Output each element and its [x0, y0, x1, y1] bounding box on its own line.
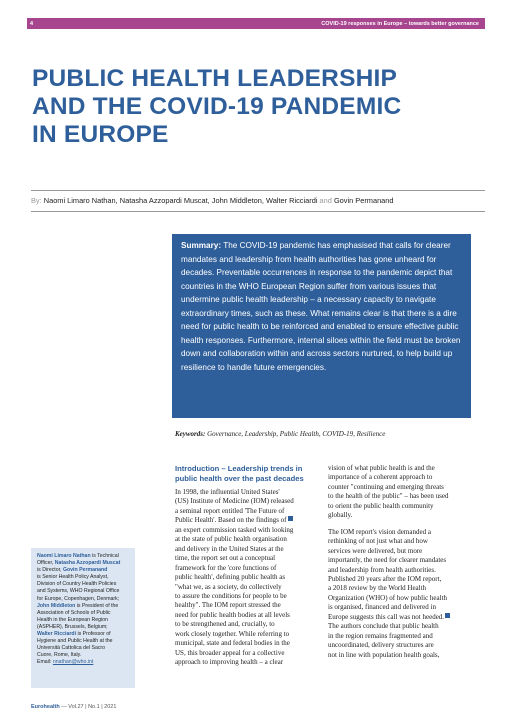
- affiliation-text: for Europe, Copenhagen, Denmark;: [37, 595, 120, 602]
- affiliation-line: [37, 624, 129, 631]
- author-name: Walter Ricciardi: [37, 631, 77, 638]
- text-line: to assure the conditions for people to be: [175, 591, 287, 600]
- text-line: not in line with population health goals,: [328, 650, 440, 659]
- affiliation-text: is President of the: [75, 602, 119, 609]
- keywords-line: [175, 430, 385, 438]
- text-line: vision of what public health is and the: [328, 464, 435, 472]
- text-line: at the state of public health organisation: [175, 535, 287, 544]
- byline-and: and: [319, 196, 332, 205]
- title-line: AND THE COVID-19 PANDEMIC: [32, 93, 402, 120]
- affiliation-text: Division of Country Health Policies: [37, 581, 117, 588]
- affiliation-text: Association of Schools of Public: [37, 609, 111, 616]
- email-link[interactable]: nnathan@who.int: [52, 659, 94, 666]
- text-line: an expert commission tasked with looking: [175, 525, 294, 534]
- text-line: counter "continuing and emerging threats: [328, 482, 444, 491]
- affiliation-text: is Director,: [37, 567, 63, 574]
- text-line: Published 20 years after the IOM report,: [328, 574, 442, 583]
- byline-last-author: Govin Permanand: [333, 196, 394, 205]
- author-name: Natasha Azzopardi Muscat: [54, 560, 121, 567]
- text-line: to be strengthened and, crucially, to: [175, 620, 275, 629]
- text-line: a seminal report entitled 'The Future of: [175, 506, 285, 515]
- running-title: COVID-19 responses in Europe – towards better governance: [321, 20, 479, 27]
- text-line: to the health of the public" – has been used: [328, 492, 449, 501]
- keywords-text: Governance, Leadership, Public Health, COVID-19, Resilience: [207, 430, 386, 438]
- affiliations-text: [37, 553, 129, 659]
- affiliation-line: [37, 574, 129, 581]
- text-line: municipal, state and federal bodies in the: [175, 639, 290, 648]
- keywords-label: Keywords:: [175, 430, 206, 438]
- body-paragraph: [175, 488, 325, 668]
- author-affiliations-box: [31, 548, 135, 688]
- body-column-1: [175, 464, 325, 675]
- text-line: public health', defining public health as: [175, 573, 286, 582]
- byline-by: By:: [31, 196, 42, 205]
- text-line: approach to improving health – a clear: [175, 658, 284, 667]
- affiliation-text: is Technical: [90, 553, 119, 559]
- text-line: and delivery in the United States at the: [175, 544, 284, 553]
- reference-note-icon[interactable]: [288, 516, 293, 521]
- text-line: importance of a coherent approach to: [328, 473, 433, 482]
- text-line: framework for the 'core functions of: [175, 563, 277, 572]
- text-line: globally.: [328, 511, 353, 520]
- affiliation-text: Officer,: [37, 560, 55, 567]
- text-line: US, this broader appeal for a collective: [175, 648, 285, 657]
- text-line: is organised, financed and delivered in: [328, 603, 436, 612]
- email-line: [37, 659, 129, 666]
- page-number: 4: [30, 20, 34, 27]
- footer-issue: — Vol.27 | No.1 | 2021: [61, 704, 117, 710]
- text-line: need for public health bodies at all levels: [175, 610, 290, 619]
- text-line: Organization (WHO) of how public health: [328, 593, 448, 602]
- affiliation-text: Università Cattolica del Sacro: [37, 645, 106, 652]
- text-line: time, the report set out a conceptual: [175, 554, 276, 563]
- affiliation-line: [37, 553, 129, 560]
- body-paragraph: [328, 528, 478, 660]
- text-line: The IOM report's vision demanded a: [328, 527, 431, 536]
- affiliation-text: Health in the European Region: [37, 616, 108, 623]
- author-byline: [31, 190, 485, 212]
- affiliation-line: [37, 652, 129, 659]
- affiliation-line: [37, 638, 129, 645]
- text-line: a 2018 review by the World Health: [328, 584, 427, 593]
- text-line: importantly, the need for clearer mandates: [328, 556, 447, 565]
- affiliation-line: [37, 617, 129, 624]
- affiliation-line: [37, 560, 129, 567]
- text-line: uncoordinated, delivery structures are: [328, 641, 434, 650]
- affiliation-text: is Senior Health Policy Analyst,: [37, 574, 109, 581]
- text-line: work closely together. While referring to: [175, 629, 290, 638]
- title-line: PUBLIC HEALTH LEADERSHIP: [32, 65, 398, 92]
- footer-journal: Eurohealth: [31, 704, 60, 710]
- running-header-bar: [27, 18, 485, 29]
- text-line: Europe suggests this call was not heeded.: [328, 613, 478, 622]
- affiliation-line: [37, 581, 129, 588]
- affiliation-line: [37, 603, 129, 610]
- text-line: in the region remains fragmented and: [328, 631, 433, 640]
- author-name: Naomi Limaro Nathan: [37, 553, 91, 559]
- affiliation-text: (ASPHER), Brussels, Belgium;: [37, 623, 108, 630]
- affiliation-text: is Professor of: [76, 631, 111, 638]
- text-line: and leadership from health authorities.: [328, 565, 436, 574]
- text-line: In 1998, the influential United States': [175, 488, 280, 496]
- affiliation-line: [37, 588, 129, 595]
- article-title: [32, 65, 472, 149]
- affiliation-text: and Systems, WHO Regional Office: [37, 588, 120, 595]
- reference-note-icon[interactable]: [445, 613, 450, 618]
- summary-text: The COVID-19 pandemic has emphasised that calls for clearer mandates and leadership from health authorities has gone unheard for decades. Preventable occurrences in response to the pandemic depict that countries in the WHO European Region suffer from various issues that undermine public health leadership – a necessary capacity to navigate extraordinary times, such as these. What remains clear is that there is a dire need for public health to be reinforced and enabled to ensure effective public health responses. Furthermore, internal siloes within the field must be broken down and collaboration within and across sectors nurtured, to help build up resilience to handle future emergencies.: [181, 241, 461, 372]
- affiliation-text: Hygiene and Public Health at the: [37, 638, 113, 645]
- affiliation-line: [37, 610, 129, 617]
- affiliation-line: [37, 596, 129, 603]
- text-line: (US) Institute of Medicine (IOM) released: [175, 497, 294, 506]
- text-line: "what we, as a society, do collectively: [175, 582, 282, 591]
- text-line: healthy". The IOM report stressed the: [175, 601, 281, 610]
- author-name: Govin Permanand: [62, 567, 108, 574]
- text-line: services were delivered, but more: [328, 546, 423, 555]
- affiliation-line: [37, 631, 129, 638]
- affiliation-text: Cuore, Rome, Italy.: [37, 652, 82, 659]
- email-label: Email:: [37, 659, 52, 666]
- body-paragraph: [328, 464, 478, 521]
- affiliation-line: [37, 567, 129, 574]
- text-line: Public Health'. Based on the findings of: [175, 516, 325, 525]
- affiliation-line: [37, 645, 129, 652]
- page-footer: [31, 704, 116, 710]
- title-line: IN EUROPE: [32, 121, 169, 148]
- summary-box: [172, 234, 471, 418]
- byline-authors: Naomi Limaro Nathan, Natasha Azzopardi Muscat, John Middleton, Walter Ricciardi: [43, 196, 318, 205]
- text-line: The authors conclude that public health: [328, 622, 439, 631]
- author-name: John Middleton: [37, 602, 76, 609]
- section-heading: Introduction – Leadership trends in public health over the past decades: [175, 464, 304, 483]
- text-line: to orient the public health community: [328, 501, 434, 510]
- body-column-2: [328, 464, 478, 667]
- text-line: rethinking of not just what and how: [328, 537, 428, 546]
- summary-label: Summary:: [181, 241, 222, 250]
